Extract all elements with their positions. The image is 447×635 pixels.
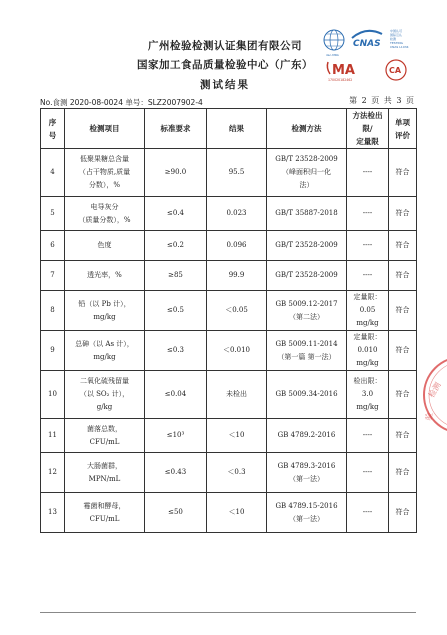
- cell-no: 7: [41, 261, 65, 291]
- cell-method: GB 5009.12-2017 （第二法）: [267, 291, 347, 331]
- cell-verdict: 符合: [389, 371, 417, 419]
- report-meta: [40, 95, 415, 107]
- cell-standard: ≥90.0: [145, 149, 207, 197]
- cell-limit: 定量限：0.05 mg/kg: [347, 291, 389, 331]
- cell-result: 0.096: [207, 231, 267, 261]
- svg-text:MA: MA: [332, 63, 355, 78]
- cell-item: 低聚果糖总含量 （占干物质,质量 分数），%: [65, 149, 145, 197]
- header-verdict: 单项 评价: [389, 109, 417, 149]
- cell-item: 色度: [65, 231, 145, 261]
- cell-limit: ----: [347, 231, 389, 261]
- table-body: [41, 149, 417, 533]
- center-name: 国家加工食品质量检验中心（广东）: [137, 59, 313, 71]
- cell-no: 4: [41, 149, 65, 197]
- report-header: [0, 0, 447, 92]
- cell-no: 8: [41, 291, 65, 331]
- cnas-logo-icon: [352, 31, 382, 49]
- cell-limit: 定量限：0.010 mg/kg: [347, 331, 389, 371]
- cell-no: 12: [41, 453, 65, 493]
- cell-verdict: 符合: [389, 331, 417, 371]
- cell-result: ＜0.3: [207, 453, 267, 493]
- table-header-row: [41, 109, 417, 149]
- cell-verdict: 符合: [389, 493, 417, 533]
- cell-limit: ----: [347, 149, 389, 197]
- cell-standard: ≤50: [145, 493, 207, 533]
- cell-method: GB 5009.11-2014 （第一篇 第一法）: [267, 331, 347, 371]
- cell-item: 霉菌和酵母， CFU/mL: [65, 493, 145, 533]
- cell-result: 未检出: [207, 371, 267, 419]
- cell-no: 9: [41, 331, 65, 371]
- cell-standard: ≤0.3: [145, 331, 207, 371]
- accreditation-logos: [322, 24, 434, 84]
- cell-item: 菌落总数， CFU/mL: [65, 419, 145, 453]
- cell-no: 11: [41, 419, 65, 453]
- svg-text:CNAS: CNAS: [353, 39, 381, 49]
- report-number: No.食测 2020-08-0024 单号：SLZ2007902-4: [40, 98, 203, 107]
- table-row: [41, 197, 417, 231]
- cell-verdict: 符合: [389, 453, 417, 493]
- header-result: 结果: [207, 109, 267, 149]
- cell-method: GB/T 35887-2018: [267, 197, 347, 231]
- page-indicator: 第 2 页 共 3 页: [349, 96, 415, 105]
- header-limit: 方法检出限/ 定量限: [347, 109, 389, 149]
- cell-no: 5: [41, 197, 65, 231]
- cell-method: GB/T 23528-2009: [267, 261, 347, 291]
- cell-limit: ----: [347, 197, 389, 231]
- cell-no: 10: [41, 371, 65, 419]
- cell-item: 大肠菌群， MPN/mL: [65, 453, 145, 493]
- cell-limit: ----: [347, 453, 389, 493]
- cell-method: GB/T 23528-2009 （峰面积归一化 法）: [267, 149, 347, 197]
- cell-result: 95.5: [207, 149, 267, 197]
- cal-seal-icon: [386, 60, 406, 80]
- footer-divider: [40, 612, 416, 613]
- cell-standard: ≤0.5: [145, 291, 207, 331]
- table-row: [41, 149, 417, 197]
- svg-text:验: 验: [424, 411, 435, 422]
- cell-item: 铅（以 Pb 计）， mg/kg: [65, 291, 145, 331]
- cell-result: 0.023: [207, 197, 267, 231]
- globe-logo-icon: [324, 30, 344, 50]
- header-item: 检测项目: [65, 109, 145, 149]
- cell-method: GB 5009.34-2016: [267, 371, 347, 419]
- cell-limit: 检出限：3.0 mg/kg: [347, 371, 389, 419]
- cell-standard: ≤0.4: [145, 197, 207, 231]
- cma-no-text: 170020182462: [328, 78, 353, 82]
- svg-text:检测: 检测: [426, 380, 443, 400]
- header-no: 序 号: [41, 109, 65, 149]
- svg-text:CA: CA: [389, 66, 402, 75]
- cell-standard: ≤10³: [145, 419, 207, 453]
- cell-result: ＜10: [207, 419, 267, 453]
- cell-result: ＜0.05: [207, 291, 267, 331]
- cell-limit: ----: [347, 261, 389, 291]
- ilac-logo-text: ilac-MRA: [326, 53, 339, 57]
- cell-standard: ≤0.2: [145, 231, 207, 261]
- cnas-no-text: CNAS L1034: [390, 45, 409, 49]
- cell-no: 6: [41, 231, 65, 261]
- cell-verdict: 符合: [389, 231, 417, 261]
- table-row: [41, 231, 417, 261]
- cell-verdict: 符合: [389, 419, 417, 453]
- red-seal-stamp: [422, 345, 447, 445]
- cell-standard: ≥85: [145, 261, 207, 291]
- cell-verdict: 符合: [389, 197, 417, 231]
- cell-result: ＜10: [207, 493, 267, 533]
- report-title: 测试结果: [200, 79, 250, 91]
- cell-method: GB 4789.3-2016 （第一法）: [267, 453, 347, 493]
- table-row: [41, 331, 417, 371]
- cell-method: GB 4789.2-2016: [267, 419, 347, 453]
- table-row: [41, 453, 417, 493]
- results-table: [40, 108, 417, 533]
- table-row: [41, 261, 417, 291]
- cnas-en-text: TESTING: [390, 41, 403, 45]
- svg-text:国际互认: 国际互认: [390, 33, 403, 37]
- cnas-cn-text: 中国认可: [390, 29, 403, 33]
- table-row: [41, 493, 417, 533]
- header-standard: 标准要求: [145, 109, 207, 149]
- organization-name: 广州检验检测认证集团有限公司: [148, 40, 302, 52]
- table-row: [41, 419, 417, 453]
- cell-standard: ≤0.04: [145, 371, 207, 419]
- table-row: [41, 291, 417, 331]
- cell-result: 99.9: [207, 261, 267, 291]
- cell-item: 二氧化硫残留量 （以 SO₂ 计）， g/kg: [65, 371, 145, 419]
- cell-item: 总砷（以 As 计）， mg/kg: [65, 331, 145, 371]
- cell-method: GB 4789.15-2016 （第一法）: [267, 493, 347, 533]
- cell-item: 透光率，%: [65, 261, 145, 291]
- cma-logo-icon: [327, 62, 355, 78]
- cell-result: ＜0.010: [207, 331, 267, 371]
- cell-verdict: 符合: [389, 149, 417, 197]
- cell-no: 13: [41, 493, 65, 533]
- cell-standard: ≤0.43: [145, 453, 207, 493]
- table-row: [41, 371, 417, 419]
- svg-text:检测: 检测: [390, 37, 397, 41]
- cell-item: 电导灰分 （质量分数），%: [65, 197, 145, 231]
- cell-limit: ----: [347, 493, 389, 533]
- cell-verdict: 符合: [389, 291, 417, 331]
- cell-limit: ----: [347, 419, 389, 453]
- cell-method: GB/T 23528-2009: [267, 231, 347, 261]
- cell-verdict: 符合: [389, 261, 417, 291]
- header-method: 检测方法: [267, 109, 347, 149]
